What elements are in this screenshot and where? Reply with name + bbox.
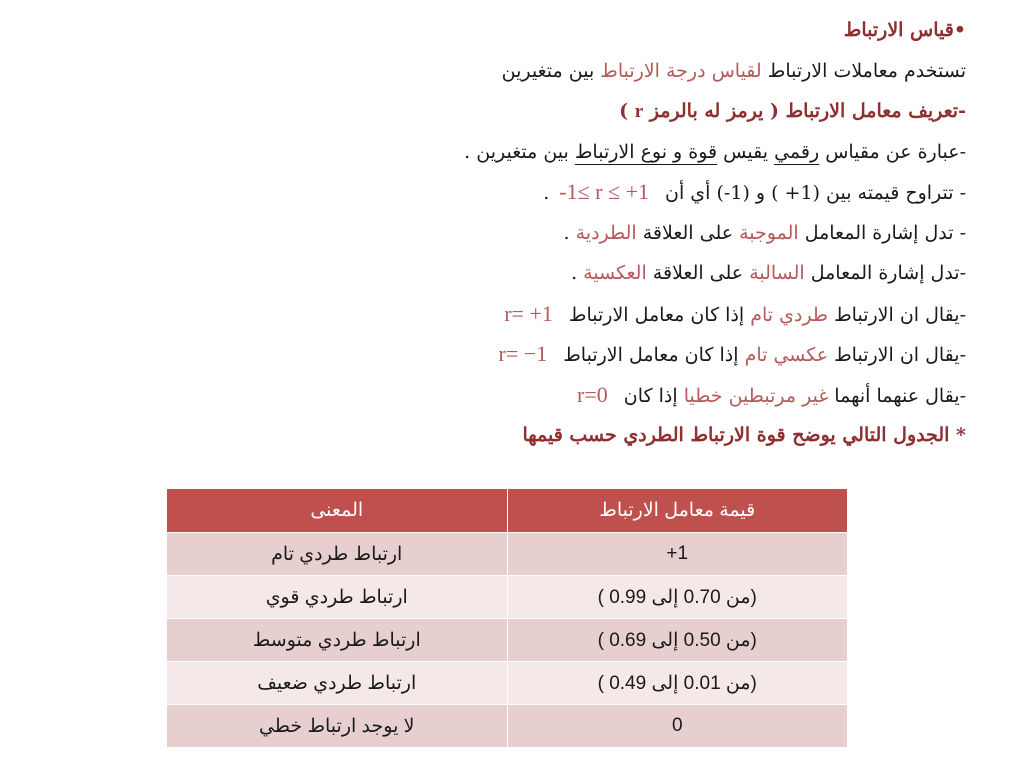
line-uncorrelated: -يقال عنهما أنهما غير مرتبطين خطيا إذا كان r=0 — [577, 381, 966, 407]
cell-value: (من 0.01 إلى 0.49 ) — [507, 662, 848, 705]
table-row — [167, 662, 848, 705]
cell-value: (من 0.50 إلى 0.69 ) — [507, 619, 848, 662]
table-header-row — [167, 489, 848, 533]
cell-value: (من 0.70 إلى 0.99 ) — [507, 576, 848, 619]
header-meaning: المعنى — [167, 489, 508, 533]
symbol-r: r — [634, 101, 644, 122]
range-inequality: -1≤ r ≤ +1 — [559, 179, 649, 204]
slide-body — [66, 10, 966, 456]
table-row — [167, 576, 848, 619]
cell-meaning: ارتباط طردي متوسط — [167, 619, 508, 662]
table-row — [167, 705, 848, 748]
slide-title: •قياس الارتباط — [843, 19, 966, 41]
line-perfect-positive: -يقال ان الارتباط طردي تام إذا كان معامل الارتباط r= +1 — [504, 300, 966, 326]
correlation-table — [166, 488, 848, 748]
table-caption: * الجدول التالي يوضح قوة الارتباط الطردي حسب قيمها — [522, 424, 966, 446]
line-perfect-negative: -يقال ان الارتباط عكسي تام إذا كان معامل الارتباط r= −1 — [498, 341, 966, 366]
cell-meaning: ارتباط طردي تام — [167, 533, 508, 576]
line-negative-sign: -تدل إشارة المعامل السالبة على العلاقة العكسية . — [571, 262, 966, 284]
cell-meaning: ارتباط طردي ضعيف — [167, 662, 508, 705]
header-value: قيمة معامل الارتباط — [507, 489, 848, 533]
cell-value: 0 — [507, 705, 848, 748]
line-usage: تستخدم معاملات الارتباط لقياس درجة الارتباط بين متغيرين — [501, 59, 966, 82]
line-positive-sign: - تدل إشارة المعامل الموجبة على العلاقة الطردية . — [563, 221, 966, 244]
cell-meaning: ارتباط طردي قوي — [167, 576, 508, 619]
line-definition-heading: -تعريف معامل الارتباط ( يرمز له بالرمز r ) — [619, 100, 966, 122]
cell-value: +1 — [507, 533, 848, 576]
line-definition: -عبارة عن مقياس رقمي يقيس قوة و نوع الارتباط بين متغيرين . — [464, 140, 966, 163]
table-row — [167, 619, 848, 662]
cell-meaning: لا يوجد ارتباط خطي — [167, 705, 508, 748]
line-range: - تتراوح قيمته بين (1+ ) و (1-) أي أن -1≤ r ≤ +1. — [543, 179, 966, 204]
table-row — [167, 533, 848, 576]
